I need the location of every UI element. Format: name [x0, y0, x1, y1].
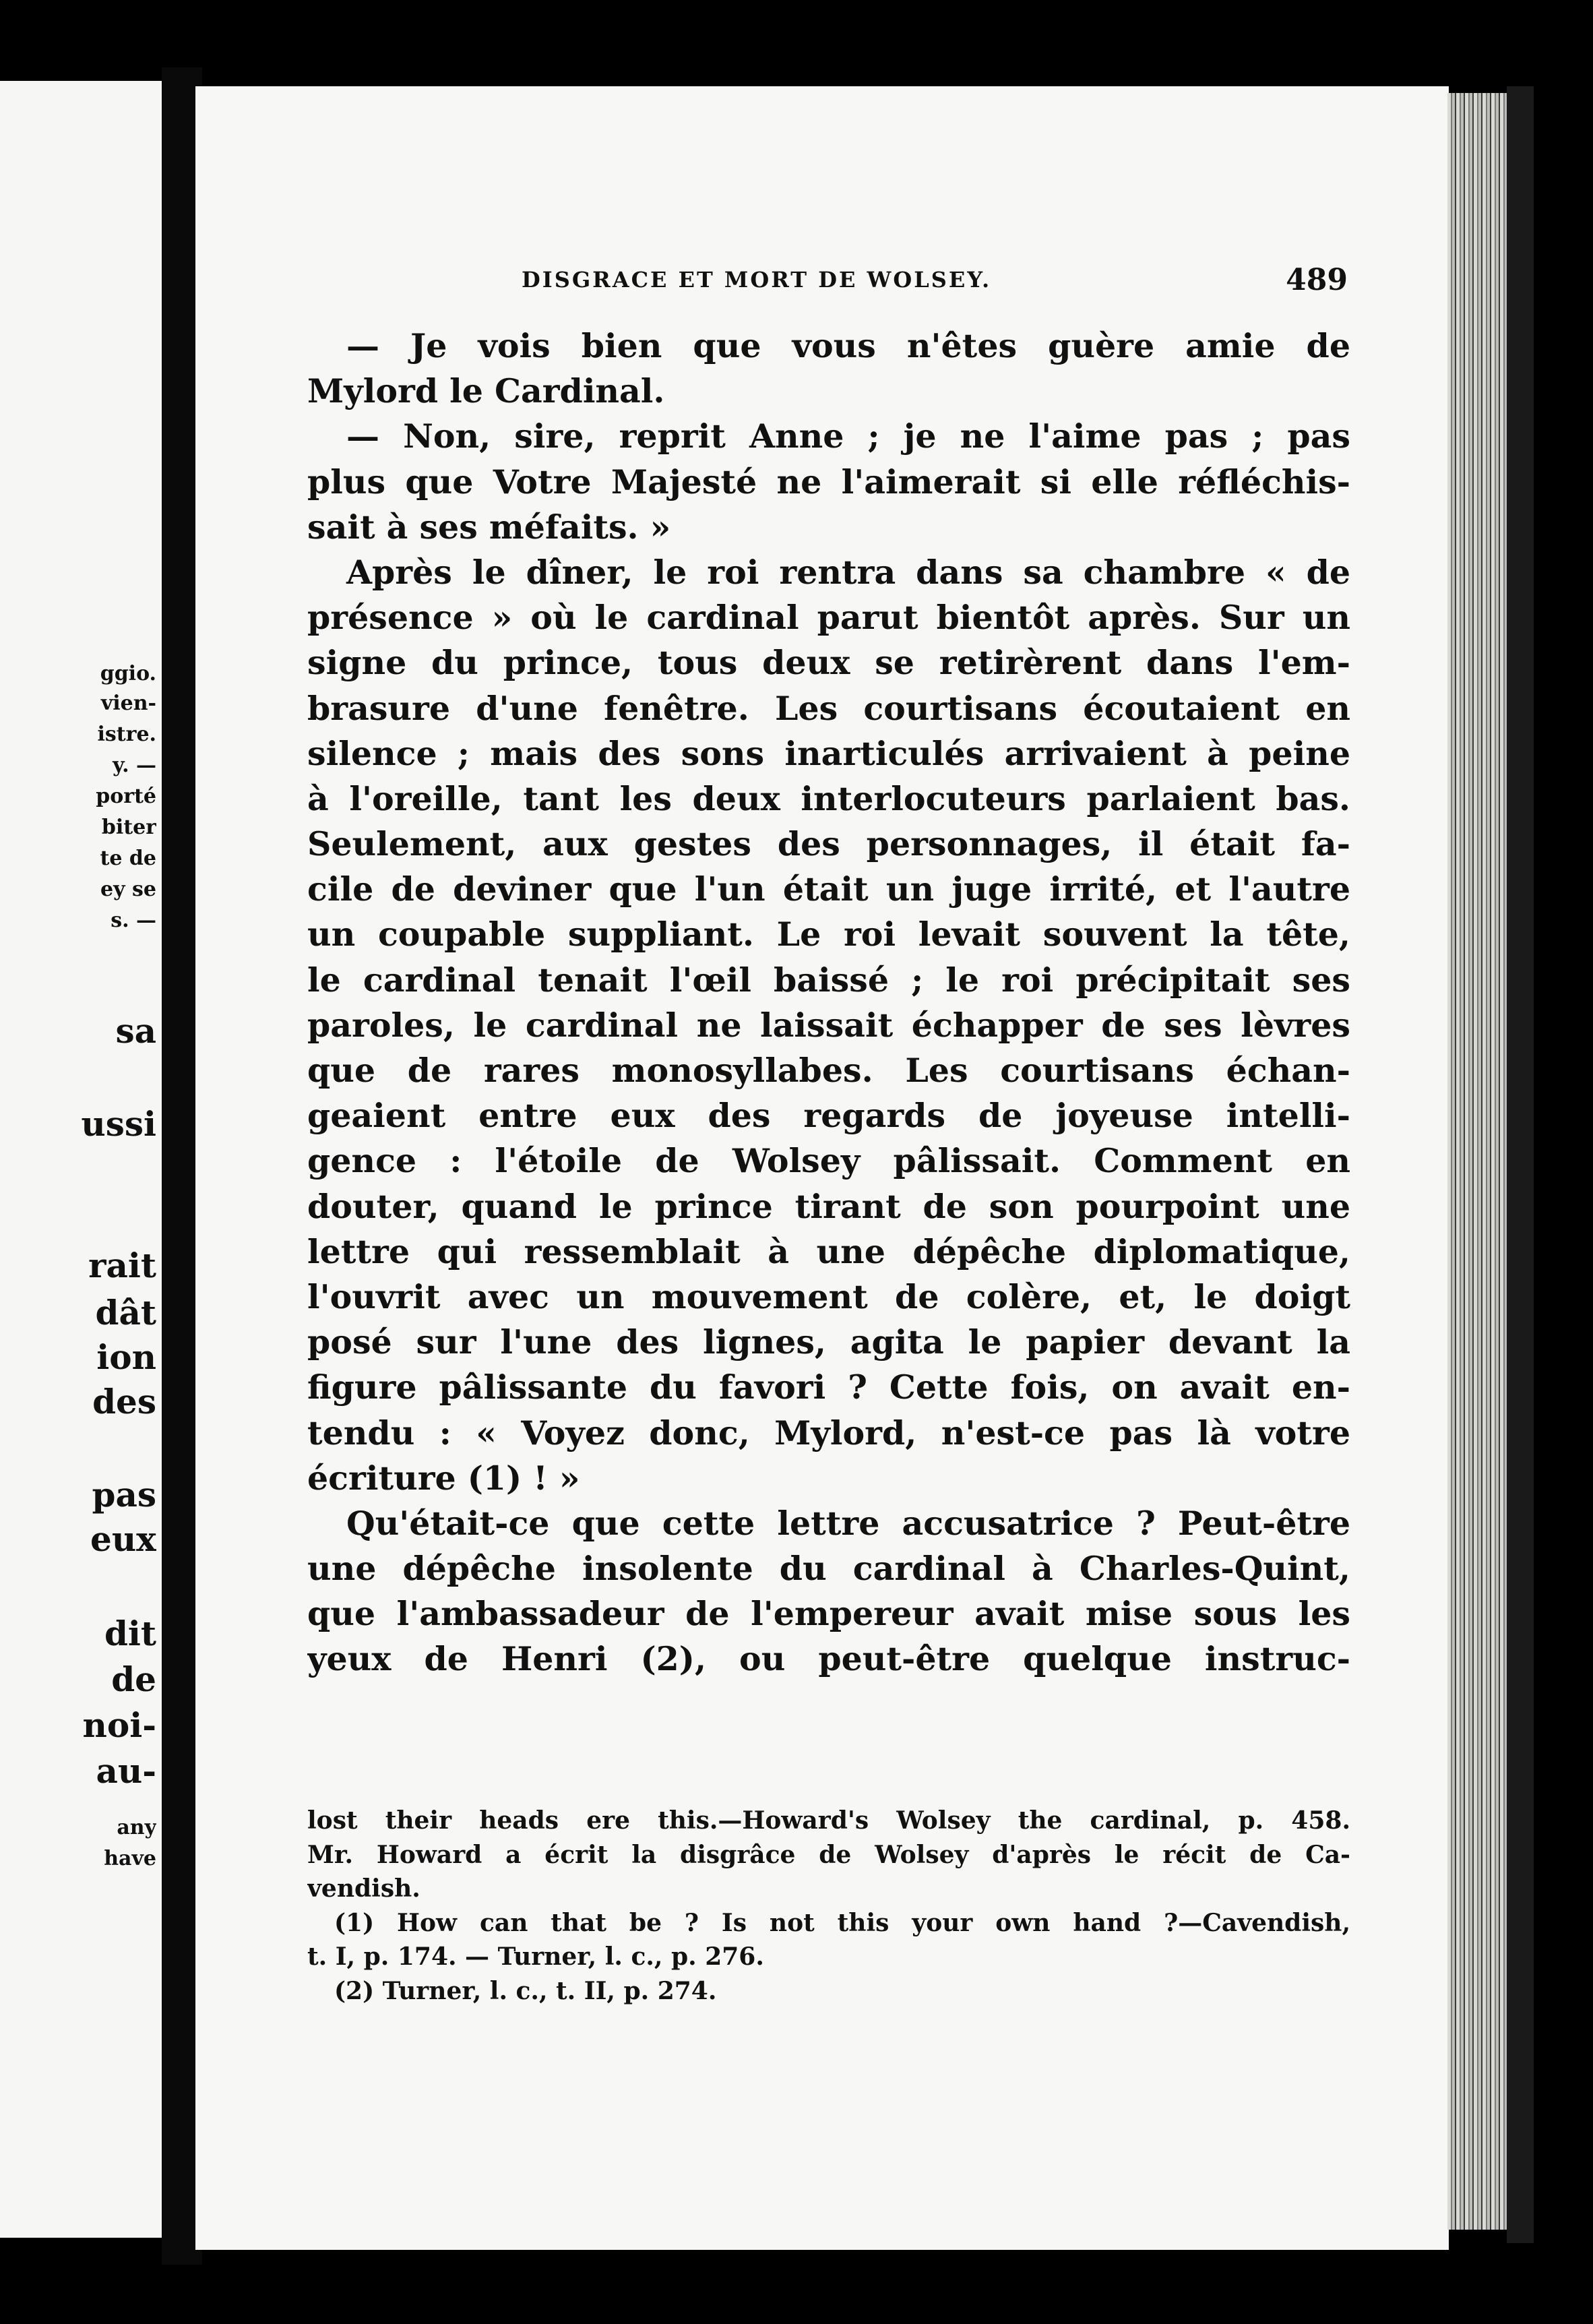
text-line: geaient entre eux des regards de joyeuse intelli- — [307, 1096, 1350, 1136]
left-fragment: biter — [101, 816, 156, 839]
text-line: Mylord le Cardinal. — [307, 371, 665, 411]
text-line: écriture (1) ! » — [307, 1458, 580, 1498]
text-line: Seulement, aux gestes des personnages, il était fa- — [307, 824, 1350, 864]
footnotes — [307, 1804, 1350, 2008]
text-line: — Non, sire, reprit Anne ; je ne l'aime pas ; pas — [346, 417, 1350, 456]
left-fragment: ey se — [100, 878, 156, 901]
left-fragment: have — [104, 1847, 156, 1870]
text-line: sait à ses méfaits. » — [307, 507, 671, 547]
left-fragment: de — [111, 1659, 156, 1699]
text-line: silence ; mais des sons inarticulés arrivaient à peine — [307, 733, 1350, 773]
text-line: que de rares monosyllabes. Les courtisans échan- — [307, 1051, 1350, 1090]
text-line: signe du prince, tous deux se retirèrent dans l'em- — [307, 643, 1350, 683]
footnote-line: (2) Turner, l. c., t. II, p. 274. — [334, 1976, 717, 2005]
footnote-line: vendish. — [307, 1874, 420, 1903]
left-fragment: sa — [115, 1011, 156, 1051]
left-fragment: vien- — [100, 692, 156, 715]
text-line: lettre qui ressemblait à une dépêche diplomatique, — [307, 1231, 1350, 1271]
running-head: DISGRACE ET MORT DE WOLSEY. — [522, 267, 992, 293]
text-line: — Je vois bien que vous n'êtes guère amie de — [346, 326, 1350, 365]
left-fragment: ussi — [81, 1104, 156, 1144]
left-fragment: ion — [96, 1337, 156, 1377]
footnote-line: (1) How can that be ? Is not this your own hand ?—Cavendish, — [334, 1908, 1350, 1937]
left-fragment: istre. — [97, 723, 156, 746]
left-fragment: te de — [100, 847, 156, 870]
text-line: posé sur l'une des lignes, agita le papier devant la — [307, 1322, 1350, 1362]
text-line: paroles, le cardinal ne laissait échapper de ses lèvres — [307, 1005, 1350, 1045]
text-line: une dépêche insolente du cardinal à Charles-Quint, — [307, 1549, 1350, 1589]
text-line: Après le dîner, le roi rentra dans sa chambre « de — [346, 552, 1350, 592]
text-line: l'ouvrit avec un mouvement de colère, et, le doigt — [307, 1277, 1350, 1316]
left-fragment: pas — [92, 1475, 156, 1515]
book-page — [195, 86, 1449, 2250]
left-fragment: eux — [90, 1519, 156, 1559]
text-line: gence : l'étoile de Wolsey pâlissait. Comment en — [307, 1141, 1350, 1181]
text-line: présence » où le cardinal parut bientôt après. Sur un — [307, 598, 1350, 638]
text-line: Qu'était-ce que cette lettre accusatrice ? Peut-être — [346, 1503, 1350, 1543]
left-fragment: ggio. — [100, 662, 156, 685]
left-fragment: dât — [95, 1293, 156, 1333]
text-line: le cardinal tenait l'œil baissé ; le roi précipitait ses — [307, 960, 1350, 1000]
text-line: plus que Votre Majesté ne l'aimerait si elle réfléchis- — [307, 462, 1350, 501]
left-fragment: s. — — [111, 909, 156, 932]
left-fragment: des — [92, 1382, 156, 1421]
left-fragment: any — [117, 1816, 156, 1839]
text-line: tendu : « Voyez donc, Mylord, n'est-ce pas là votre — [307, 1413, 1350, 1452]
page-edges — [1447, 93, 1507, 2230]
text-line: un coupable suppliant. Le roi levait souvent la tête, — [307, 915, 1350, 954]
left-fragment: porté — [96, 785, 156, 808]
page-edge-shadow — [1507, 86, 1534, 2243]
text-line: yeux de Henri (2), ou peut-être quelque instruc- — [307, 1639, 1350, 1679]
left-fragment: rait — [88, 1246, 156, 1285]
footnote-line: Mr. Howard a écrit la disgrâce de Wolsey d'après le récit de Ca- — [307, 1840, 1350, 1869]
text-line: cile de deviner que l'un était un juge irrité, et l'autre — [307, 869, 1350, 909]
text-line: à l'oreille, tant les deux interlocuteurs parlaient bas. — [307, 778, 1350, 818]
left-fragment: dit — [104, 1614, 156, 1653]
footnote-line: t. I, p. 174. — Turner, l. c., p. 276. — [307, 1943, 764, 1971]
page-number: 489 — [1286, 263, 1348, 297]
left-fragment: y. — — [113, 754, 156, 777]
footnote-line: lost their heads ere this.—Howard's Wolsey the cardinal, p. 458. — [307, 1806, 1350, 1835]
text-line: figure pâlissante du favori ? Cette fois, on avait en- — [307, 1368, 1350, 1407]
text-line: que l'ambassadeur de l'empereur avait mise sous les — [307, 1594, 1350, 1634]
text-line: douter, quand le prince tirant de son pourpoint une — [307, 1186, 1350, 1226]
left-facing-page — [0, 81, 162, 2238]
body-text — [307, 324, 1350, 1682]
left-fragment: noi- — [82, 1705, 156, 1745]
text-line: brasure d'une fenêtre. Les courtisans écoutaient en — [307, 688, 1350, 728]
left-fragment: au- — [96, 1751, 156, 1791]
